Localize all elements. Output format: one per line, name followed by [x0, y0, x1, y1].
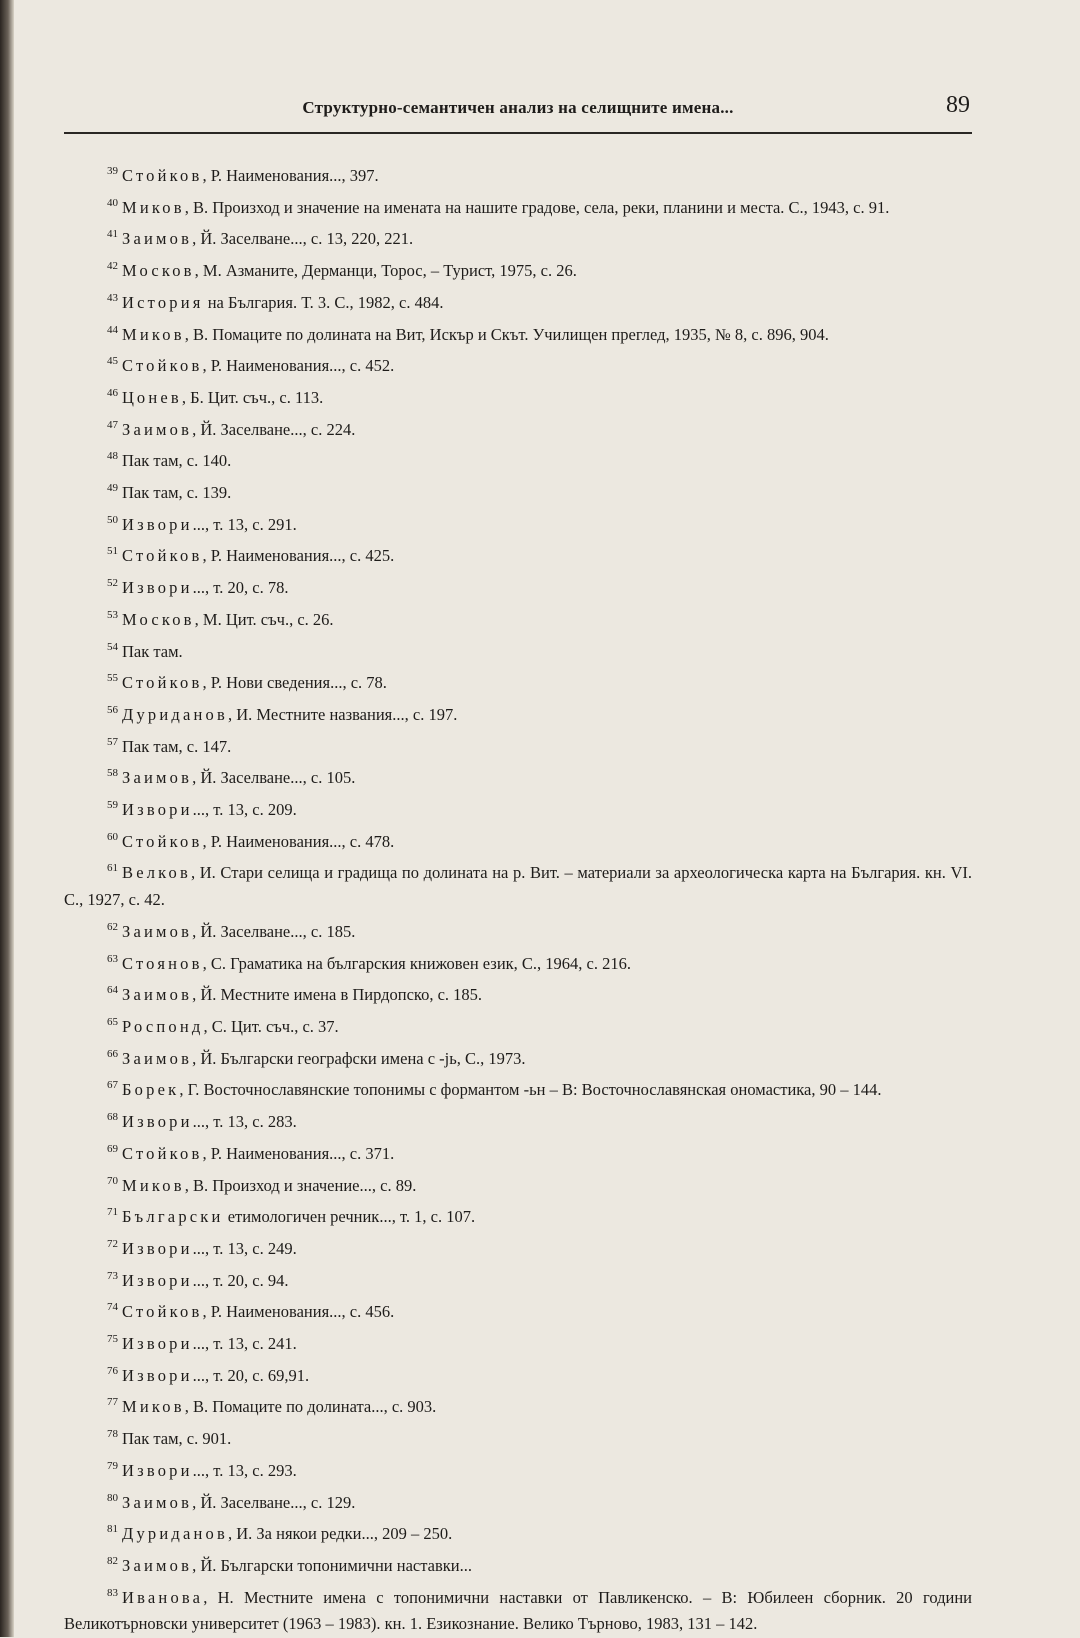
footnote-83 [64, 1580, 972, 1638]
page-number: 89 [946, 92, 970, 118]
footnote-53 [64, 602, 972, 634]
footnotes-list [64, 158, 972, 1638]
footnote-67 [64, 1072, 972, 1104]
footnote-text: , Р. Наименования..., с. 452. [202, 356, 395, 376]
footnote-number: 74 [107, 1301, 118, 1314]
footnote-51 [64, 538, 972, 570]
footnote-number: 44 [107, 323, 118, 336]
footnote-author: Дуриданов [122, 704, 228, 724]
footnote-72 [64, 1231, 972, 1263]
book-spine-edge [0, 0, 14, 1637]
footnote-author: Извори [122, 578, 193, 598]
footnote-text: , Р. Наименования..., с. 456. [202, 1302, 395, 1322]
footnote-number: 79 [107, 1459, 118, 1472]
footnote-47 [64, 412, 972, 444]
footnote-number: 77 [107, 1396, 118, 1409]
footnote-author: Извори [122, 1365, 193, 1385]
footnote-number: 66 [107, 1047, 118, 1060]
footnote-author: Извори [122, 800, 193, 820]
footnote-number: 81 [107, 1523, 118, 1536]
footnote-number: 49 [107, 482, 118, 495]
footnote-author: Москов [122, 261, 195, 281]
footnote-text: , В. Помаците по долината..., с. 903. [184, 1397, 437, 1417]
footnote-text: , В. Помаците по долината на Вит, Искър и Скът. Училищен преглед, 1935, № 8, с. 896, 904. [184, 324, 829, 344]
footnote-text: ..., т. 13, с. 209. [192, 800, 297, 820]
footnote-58 [64, 760, 972, 792]
footnote-number: 59 [107, 799, 118, 812]
footnote-number: 46 [107, 386, 118, 399]
footnote-author: Миков [122, 324, 185, 344]
footnote-63 [64, 946, 972, 978]
footnote-author: Борек [122, 1080, 180, 1100]
footnote-number: 58 [107, 767, 118, 780]
footnote-55 [64, 665, 972, 697]
footnote-69 [64, 1136, 972, 1168]
footnote-64 [64, 977, 972, 1009]
footnote-author: Заимов [122, 1492, 193, 1512]
footnote-author: Извори [122, 1460, 193, 1480]
footnote-number: 53 [107, 608, 118, 621]
footnote-number: 78 [107, 1428, 118, 1441]
footnote-number: 51 [107, 545, 118, 558]
footnote-author: Стойков [122, 673, 203, 693]
footnote-42 [64, 253, 972, 285]
footnote-number: 69 [107, 1142, 118, 1155]
footnote-number: 41 [107, 228, 118, 241]
footnote-author: Извори [122, 1270, 193, 1290]
footnote-text: ..., т. 20, с. 78. [192, 578, 289, 598]
footnote-number: 62 [107, 920, 118, 933]
footnote-text: , Р. Наименования..., 397. [202, 166, 379, 185]
footnote-text: ..., т. 13, с. 249. [192, 1238, 297, 1258]
footnote-number: 75 [107, 1333, 118, 1346]
footnote-text: , Р. Наименования..., с. 425. [202, 546, 395, 566]
footnote-text: на България. Т. 3. С., 1982, с. 484. [203, 292, 444, 312]
running-title: Структурно-семантичен анализ на селищните имена... [302, 98, 734, 117]
footnote-number: 39 [107, 165, 118, 177]
footnote-author: Роспонд [122, 1016, 204, 1036]
footnote-author: Заимов [122, 419, 193, 439]
footnote-78 [64, 1421, 972, 1453]
footnote-number: 47 [107, 418, 118, 431]
footnote-61 [64, 855, 972, 913]
footnote-text: , В. Произход и значение..., с. 89. [184, 1175, 417, 1195]
footnote-text: , М. Азманите, Дерманци, Торос, – Турист, 1975, с. 26. [194, 261, 577, 281]
footnote-author: Дуриданов [122, 1524, 228, 1544]
footnote-author: Миков [122, 1397, 185, 1417]
footnote-text: , И. Местните названия..., с. 197. [227, 704, 458, 724]
footnote-text: Пак там, с. 901. [122, 1429, 232, 1449]
footnote-number: 67 [107, 1079, 118, 1092]
footnote-author: Миков [122, 197, 185, 217]
footnote-text: , Й. Заселване..., с. 129. [192, 1492, 356, 1512]
footnote-65 [64, 1009, 972, 1041]
footnote-text: Пак там. [122, 641, 183, 661]
footnote-80 [64, 1485, 972, 1517]
footnote-text: , Р. Наименования..., с. 478. [202, 831, 395, 851]
footnote-text: , Й. Заселване..., с. 224. [192, 419, 356, 439]
footnote-author: Миков [122, 1175, 185, 1195]
footnote-author: Стойков [122, 831, 203, 851]
footnote-82 [64, 1548, 972, 1580]
footnote-66 [64, 1041, 972, 1073]
footnote-text: ..., т. 13, с. 241. [192, 1334, 297, 1354]
footnote-number: 54 [107, 640, 118, 653]
footnote-author: Заимов [122, 1555, 193, 1575]
footnote-number: 76 [107, 1364, 118, 1377]
footnote-text: , С. Граматика на българския книжовен език, С., 1964, с. 216. [202, 953, 631, 973]
footnote-text: , И. За някои редки..., 209 – 250. [227, 1524, 453, 1544]
footnote-author: Стойков [122, 356, 203, 376]
footnote-author: Заимов [122, 985, 193, 1005]
footnote-author: Български [122, 1207, 224, 1227]
footnote-number: 40 [107, 196, 118, 209]
footnote-author: Заимов [122, 1048, 193, 1068]
footnote-text: ..., т. 20, с. 94. [192, 1270, 289, 1290]
footnote-number: 83 [107, 1586, 118, 1599]
footnote-text: , Й. Заселване..., с. 185. [192, 921, 356, 941]
footnote-text: , Й. Заселване..., с. 105. [192, 768, 356, 788]
footnote-text: Пак там, с. 139. [122, 483, 232, 503]
footnote-43 [64, 285, 972, 317]
footnote-text: ..., т. 13, с. 291. [192, 514, 297, 534]
footnote-author: Иванова [122, 1587, 204, 1607]
footnote-79 [64, 1453, 972, 1485]
footnote-text: , Р. Наименования..., с. 371. [202, 1143, 395, 1163]
footnote-number: 72 [107, 1237, 118, 1250]
footnote-text: , В. Произход и значение на имената на нашите градове, села, реки, планини и места. С., 1943, с. 91. [184, 197, 890, 217]
footnote-text: , Г. Восточнославянские топонимы с формантом -ьн – В: Восточнославянская ономастика, 90 – 144. [179, 1080, 882, 1100]
page-header [64, 92, 972, 134]
footnote-author: Цонев [122, 387, 182, 407]
footnote-author: История [122, 292, 204, 312]
footnote-44 [64, 317, 972, 349]
footnote-text: , И. Стари селища и градища по долината на р. Вит. – материали за археологическа карта на България. кн. VI. С., 1927, с. 42. [64, 863, 972, 910]
footnote-text: , Й. Български топонимични наставки... [192, 1555, 472, 1575]
footnote-41 [64, 221, 972, 253]
footnote-text: етимологичен речник..., т. 1, с. 107. [223, 1207, 476, 1227]
footnote-author: Заимов [122, 768, 193, 788]
footnote-text: Пак там, с. 140. [122, 451, 232, 471]
footnote-number: 56 [107, 703, 118, 716]
footnote-author: Стоянов [122, 953, 203, 973]
footnote-62 [64, 914, 972, 946]
footnote-number: 45 [107, 355, 118, 368]
footnote-81 [64, 1516, 972, 1548]
footnote-49 [64, 475, 972, 507]
footnote-author: Стойков [122, 546, 203, 566]
footnote-text: , Й. Български географски имена с -јь, С., 1973. [192, 1048, 526, 1068]
footnote-number: 63 [107, 952, 118, 965]
footnote-author: Стойков [122, 166, 203, 185]
footnote-70 [64, 1168, 972, 1200]
footnote-text: ..., т. 13, с. 283. [192, 1112, 297, 1132]
footnote-text: , С. Цит. съч., с. 37. [203, 1016, 339, 1036]
footnote-46 [64, 380, 972, 412]
footnote-56 [64, 697, 972, 729]
footnote-text: , М. Цит. съч., с. 26. [194, 609, 334, 629]
footnote-52 [64, 570, 972, 602]
footnote-74 [64, 1294, 972, 1326]
footnote-50 [64, 507, 972, 539]
footnote-73 [64, 1263, 972, 1295]
footnote-number: 50 [107, 513, 118, 526]
footnote-71 [64, 1199, 972, 1231]
footnote-number: 73 [107, 1269, 118, 1282]
footnote-text: , Й. Заселване..., с. 13, 220, 221. [192, 229, 414, 249]
footnote-48 [64, 443, 972, 475]
footnote-text: Пак там, с. 147. [122, 736, 232, 756]
footnote-author: Извори [122, 1112, 193, 1132]
footnote-number: 42 [107, 260, 118, 273]
footnote-text: , Р. Нови сведения..., с. 78. [202, 673, 387, 693]
footnote-54 [64, 634, 972, 666]
footnote-77 [64, 1389, 972, 1421]
footnote-text: , Б. Цит. съч., с. 113. [181, 387, 324, 407]
footnote-author: Велков [122, 863, 191, 883]
footnote-number: 68 [107, 1111, 118, 1124]
footnote-number: 64 [107, 984, 118, 997]
footnote-40 [64, 190, 972, 222]
footnote-number: 48 [107, 450, 118, 463]
footnote-author: Заимов [122, 921, 193, 941]
footnote-author: Заимов [122, 229, 193, 249]
footnote-45 [64, 348, 972, 380]
footnote-author: Стойков [122, 1143, 203, 1163]
footnote-number: 61 [107, 862, 118, 875]
footnote-number: 57 [107, 735, 118, 748]
footnote-39 [64, 158, 972, 190]
footnote-60 [64, 824, 972, 856]
footnote-text: , Н. Местните имена с топонимични наставки от Павликенско. – В: Юбилеен сборник. 20 години Великотърновски университет (1963 – 1983). кн. 1. Езикознание. Велико Търново, 1983, 131 – 142. [64, 1587, 972, 1634]
footnote-number: 60 [107, 830, 118, 843]
footnote-number: 70 [107, 1174, 118, 1187]
footnote-text: , Й. Местните имена в Пирдопско, с. 185. [192, 985, 483, 1005]
footnote-author: Извори [122, 1334, 193, 1354]
footnote-author: Извори [122, 1238, 193, 1258]
footnote-author: Москов [122, 609, 195, 629]
footnote-author: Стойков [122, 1302, 203, 1322]
footnote-number: 52 [107, 577, 118, 590]
footnote-number: 80 [107, 1491, 118, 1504]
footnote-57 [64, 729, 972, 761]
footnote-number: 82 [107, 1554, 118, 1567]
footnote-75 [64, 1326, 972, 1358]
footnote-number: 71 [107, 1206, 118, 1219]
footnote-number: 43 [107, 291, 118, 304]
footnote-text: ..., т. 13, с. 293. [192, 1460, 297, 1480]
footnote-76 [64, 1358, 972, 1390]
footnote-number: 55 [107, 672, 118, 685]
footnote-author: Извори [122, 514, 193, 534]
footnote-text: ..., т. 20, с. 69,91. [192, 1365, 310, 1385]
footnote-59 [64, 792, 972, 824]
footnote-number: 65 [107, 1015, 118, 1028]
footnote-68 [64, 1104, 972, 1136]
